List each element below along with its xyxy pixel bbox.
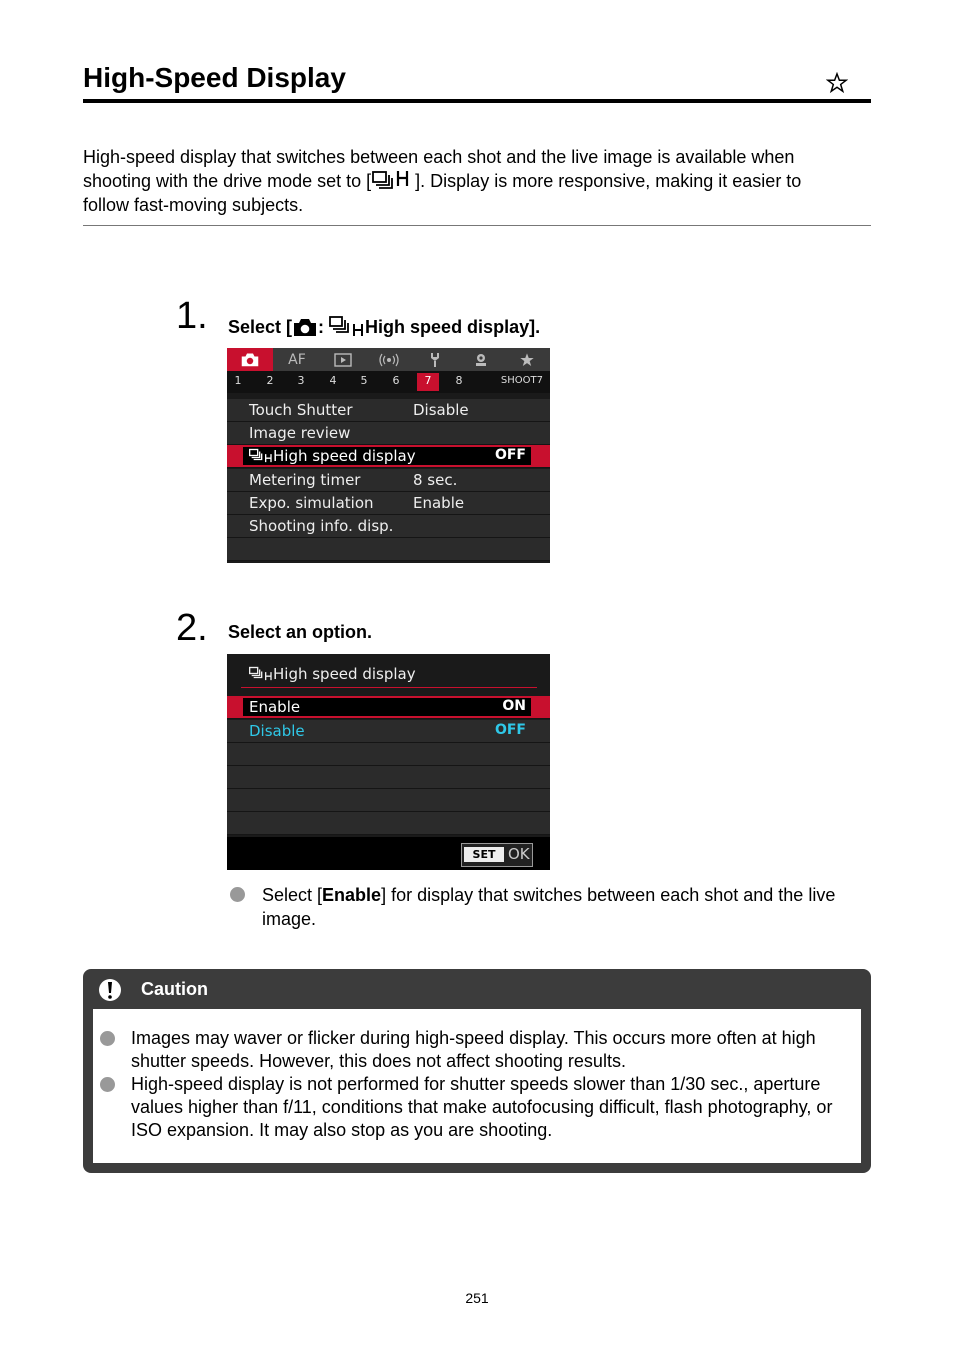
title-underline bbox=[241, 687, 537, 688]
option-value: ON bbox=[502, 698, 526, 714]
option-empty-row bbox=[227, 789, 550, 812]
tab-shooting[interactable] bbox=[227, 348, 273, 371]
option-screen-title-text: High speed display bbox=[273, 665, 416, 683]
page-number[interactable]: 6 bbox=[392, 374, 400, 387]
option-enable[interactable] bbox=[227, 696, 550, 719]
tab-wireless[interactable] bbox=[369, 348, 409, 371]
intro-line-1: High-speed display that switches between each shot and the live image is available when bbox=[83, 147, 795, 167]
title-rule bbox=[83, 99, 871, 103]
menu-row-expo-simulation[interactable] bbox=[227, 492, 550, 515]
intro-line-2-after: ]. Display is more responsive, making it easier to bbox=[415, 171, 802, 191]
menu-row-label-with-icon bbox=[249, 447, 416, 465]
bullet-dot bbox=[230, 887, 245, 902]
page-number[interactable]: 4 bbox=[329, 374, 337, 387]
intro-line-2-before: shooting with the drive mode set to [ bbox=[83, 171, 372, 191]
star-icon bbox=[826, 72, 848, 94]
bullet-dot bbox=[100, 1031, 115, 1046]
set-ok-button[interactable] bbox=[461, 843, 533, 867]
note-after: ] for display that switches between each shot and the live image. bbox=[262, 885, 836, 929]
menu-row-label: Image review bbox=[249, 424, 351, 442]
set-label: SET bbox=[464, 847, 504, 862]
menu-tab-bar bbox=[227, 348, 550, 371]
option-value: OFF bbox=[494, 722, 526, 738]
caution-title: Caution bbox=[141, 979, 208, 999]
page-number[interactable]: 2 bbox=[266, 374, 274, 387]
menu-page-numbers bbox=[227, 371, 550, 393]
camera-option-screen bbox=[227, 654, 550, 870]
option-screen-footer bbox=[227, 837, 550, 870]
menu-row-label: High speed display bbox=[273, 447, 416, 465]
menu-row-metering-timer[interactable] bbox=[227, 469, 550, 492]
option-empty-row bbox=[227, 766, 550, 789]
camera-menu-screen bbox=[227, 348, 550, 563]
step-1-instruction bbox=[228, 315, 540, 338]
caution-item: High-speed display is not performed for shutter speeds slower than 1/30 sec., aperture values higher than f/11, conditions that make autofocusing difficult, flash photography, or ISO expansion. It may also stop as you are shooting. bbox=[131, 1074, 833, 1140]
menu-row-label: Shooting info. disp. bbox=[249, 517, 394, 535]
option-empty-row bbox=[227, 743, 550, 766]
note-before: Select [ bbox=[262, 885, 323, 905]
tab-setup[interactable] bbox=[415, 348, 455, 371]
tab-af[interactable] bbox=[277, 348, 317, 371]
menu-row-high-speed-display[interactable] bbox=[227, 445, 550, 468]
caution-item: Images may waver or flicker during high-speed display. This occurs more often at high shutter speeds. However, this does not affect shooting results. bbox=[131, 1028, 816, 1071]
menu-row-touch-shutter[interactable] bbox=[227, 399, 550, 422]
drive-high-icon bbox=[249, 666, 273, 681]
step-1-suffix: High speed display]. bbox=[365, 317, 541, 337]
menu-row-label: Expo. simulation bbox=[249, 494, 374, 512]
step-1-colon: : bbox=[318, 317, 325, 337]
drive-high-icon bbox=[329, 315, 365, 337]
mymenu-star-icon bbox=[519, 352, 535, 368]
wireless-tab-icon bbox=[379, 353, 399, 367]
step-2-note bbox=[262, 883, 862, 931]
menu-row-empty bbox=[227, 538, 550, 561]
step-1-prefix: Select [ bbox=[228, 317, 293, 337]
drive-high-icon bbox=[249, 448, 273, 463]
page-number-active[interactable]: 7 bbox=[417, 373, 439, 391]
camera-icon bbox=[292, 317, 318, 337]
page-number[interactable]: 3 bbox=[297, 374, 305, 387]
page-number[interactable]: 8 bbox=[455, 374, 463, 387]
menu-row-value: 8 sec. bbox=[413, 471, 458, 489]
drive-high-icon bbox=[371, 169, 415, 191]
shoot-page-label: SHOOT7 bbox=[500, 375, 543, 386]
intro-paragraph bbox=[83, 145, 873, 217]
note-bold: Enable bbox=[322, 885, 382, 905]
caution-icon bbox=[98, 978, 122, 1002]
menu-row-label: Touch Shutter bbox=[249, 401, 353, 419]
page-number[interactable]: 5 bbox=[360, 374, 368, 387]
wrench-tab-icon bbox=[428, 352, 442, 368]
page-number: 251 bbox=[465, 1290, 489, 1306]
play-tab-icon bbox=[334, 353, 352, 367]
option-disable[interactable] bbox=[227, 720, 550, 743]
camera-tab-icon bbox=[240, 352, 260, 367]
option-screen-title bbox=[249, 665, 416, 683]
page-number[interactable]: 1 bbox=[234, 374, 242, 387]
ok-label: OK bbox=[508, 845, 530, 863]
menu-row-value: Disable bbox=[413, 401, 469, 419]
menu-row-value: Enable bbox=[413, 494, 465, 512]
tab-custom[interactable] bbox=[461, 348, 501, 371]
option-label: Disable bbox=[249, 722, 305, 740]
af-tab-icon: AF bbox=[288, 351, 306, 368]
page-title: High-Speed Display bbox=[83, 62, 346, 93]
option-empty-row bbox=[227, 812, 550, 835]
tab-playback[interactable] bbox=[323, 348, 363, 371]
menu-row-image-review[interactable] bbox=[227, 422, 550, 445]
custom-tab-icon bbox=[473, 352, 489, 368]
step-2-instruction: Select an option. bbox=[228, 622, 373, 642]
bullet-dot bbox=[100, 1077, 115, 1092]
step-2-number: 2. bbox=[176, 607, 208, 649]
intro-line-2 bbox=[83, 169, 873, 193]
menu-row-shooting-info[interactable] bbox=[227, 515, 550, 538]
option-label: Enable bbox=[249, 698, 301, 716]
step-1-number: 1. bbox=[176, 295, 208, 337]
intro-rule bbox=[83, 225, 871, 226]
menu-row-value: OFF bbox=[494, 447, 526, 463]
tab-my-menu[interactable] bbox=[507, 348, 547, 371]
intro-line-3: follow fast-moving subjects. bbox=[83, 195, 304, 215]
menu-row-label: Metering timer bbox=[249, 471, 361, 489]
